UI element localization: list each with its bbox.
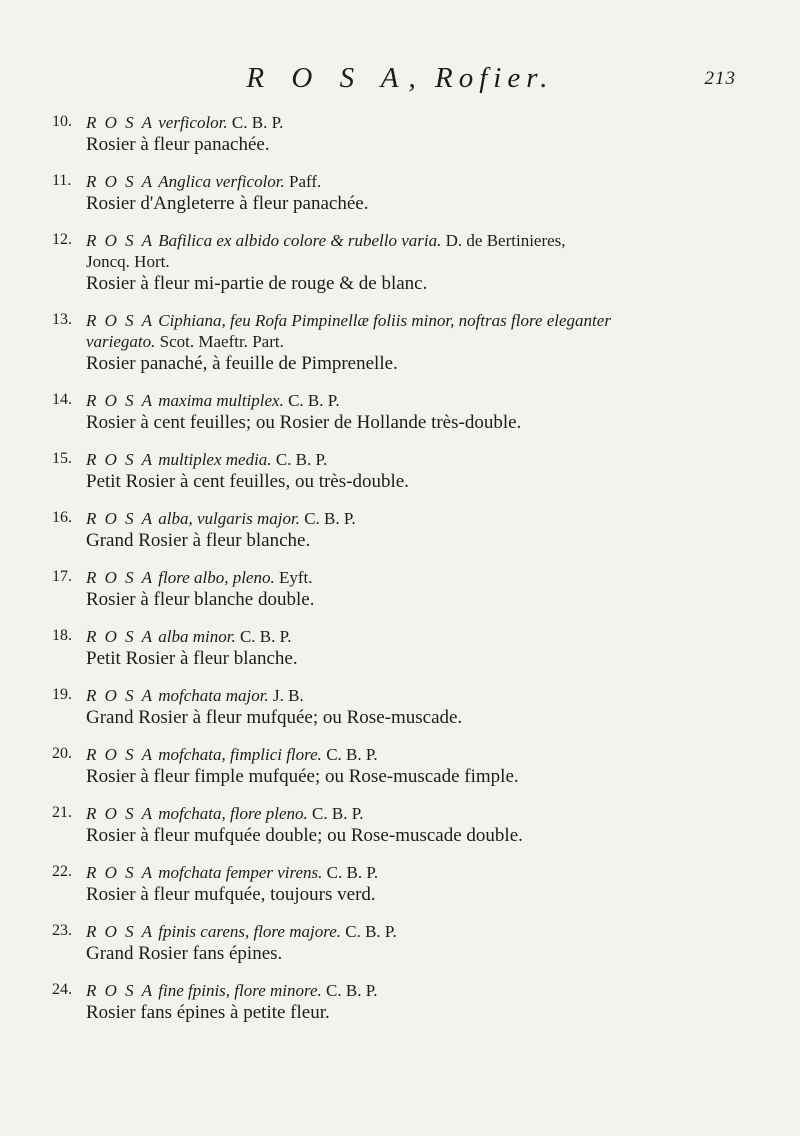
entry bbox=[52, 685, 764, 729]
latin-genus: R O S A bbox=[86, 172, 154, 191]
french-name: Rosier panaché, à feuille de Pimprenelle. bbox=[86, 353, 398, 374]
latin-name bbox=[86, 449, 764, 470]
latin-description: fpinis carens, flore majore. bbox=[158, 922, 341, 941]
entry-number: 17. bbox=[52, 568, 72, 585]
french-name: Rosier à fleur blanche double. bbox=[86, 589, 315, 610]
french-name: Rosier à fleur mufquée double; ou Rose-muscade double. bbox=[86, 825, 523, 846]
latin-description: verficolor. bbox=[158, 113, 228, 132]
latin-genus: R O S A bbox=[86, 686, 154, 705]
latin-name bbox=[86, 508, 764, 529]
latin-description: Ciphiana, feu Rofa Pimpinellæ foliis minor, noftras flore eleganter bbox=[158, 311, 611, 330]
entry bbox=[52, 310, 764, 375]
latin-description: Anglica verficolor. bbox=[158, 172, 285, 191]
latin-authority: Eyft. bbox=[278, 568, 313, 587]
entry-number: 15. bbox=[52, 450, 72, 467]
latin-name bbox=[86, 803, 764, 824]
latin-description: alba, vulgaris major. bbox=[158, 509, 300, 528]
latin-name bbox=[86, 567, 764, 588]
french-name: Grand Rosier à fleur blanche. bbox=[86, 530, 311, 551]
latin-description: multiplex media. bbox=[158, 450, 272, 469]
page-number: 213 bbox=[704, 68, 736, 89]
french-name: Petit Rosier à cent feuilles, ou très-double. bbox=[86, 471, 409, 492]
entry bbox=[52, 567, 764, 611]
entry bbox=[52, 803, 764, 847]
entry bbox=[52, 390, 764, 434]
latin-authority: Paff. bbox=[289, 172, 322, 191]
latin-authority: J. B. bbox=[273, 686, 304, 705]
latin-name bbox=[86, 230, 764, 272]
latin-description: mofchata, fimplici flore. bbox=[158, 745, 322, 764]
latin-name bbox=[86, 390, 764, 411]
entry-list bbox=[52, 112, 764, 1039]
latin-authority: C. B. P. bbox=[304, 509, 356, 528]
entry bbox=[52, 921, 764, 965]
latin-genus: R O S A bbox=[86, 627, 154, 646]
latin-description: alba minor. bbox=[158, 627, 236, 646]
latin-authority: C. B. P. bbox=[326, 981, 378, 1000]
latin-authority: D. de Bertinieres, bbox=[445, 231, 566, 250]
latin-name bbox=[86, 685, 764, 706]
entry bbox=[52, 744, 764, 788]
latin-authority: C. B. P. bbox=[345, 922, 397, 941]
running-head-separator: , bbox=[408, 62, 422, 94]
latin-authority: C. B. P. bbox=[288, 391, 340, 410]
french-name: Grand Rosier fans épines. bbox=[86, 943, 283, 964]
latin-description: fine fpinis, flore minore. bbox=[158, 981, 322, 1000]
latin-genus: R O S A bbox=[86, 568, 154, 587]
french-name: Rosier d'Angleterre à fleur panachée. bbox=[86, 193, 369, 214]
entry-number: 16. bbox=[52, 509, 72, 526]
latin-description: flore albo, pleno. bbox=[158, 568, 275, 587]
entry bbox=[52, 862, 764, 906]
latin-genus: R O S A bbox=[86, 311, 154, 330]
entry-number: 14. bbox=[52, 391, 72, 408]
entry-number: 23. bbox=[52, 922, 72, 939]
entry bbox=[52, 508, 764, 552]
latin-name bbox=[86, 112, 764, 133]
entry-number: 12. bbox=[52, 231, 72, 248]
french-name: Rosier à fleur fimple mufquée; ou Rose-muscade fimple. bbox=[86, 766, 519, 787]
latin-genus: R O S A bbox=[86, 509, 154, 528]
entry-number: 19. bbox=[52, 686, 72, 703]
entry bbox=[52, 449, 764, 493]
latin-authority-cont: Joncq. Hort. bbox=[86, 252, 170, 271]
latin-description: maxima multiplex. bbox=[158, 391, 284, 410]
entry-number: 13. bbox=[52, 311, 72, 328]
latin-authority: C. B. P. bbox=[275, 450, 328, 469]
latin-genus: R O S A bbox=[86, 922, 154, 941]
latin-description-cont: variegato. bbox=[86, 332, 156, 351]
latin-authority: C. B. P. bbox=[312, 804, 364, 823]
latin-name bbox=[86, 171, 764, 192]
entry bbox=[52, 112, 764, 156]
french-name: Petit Rosier à fleur blanche. bbox=[86, 648, 298, 669]
latin-description: mofchata, flore pleno. bbox=[158, 804, 308, 823]
latin-genus: R O S A bbox=[86, 450, 154, 469]
french-name: Grand Rosier à fleur mufquée; ou Rose-muscade. bbox=[86, 707, 463, 728]
entry bbox=[52, 230, 764, 295]
latin-name bbox=[86, 862, 764, 883]
latin-description: mofchata major. bbox=[158, 686, 269, 705]
latin-authority: Scot. Maeftr. Part. bbox=[159, 332, 284, 351]
latin-genus: R O S A bbox=[86, 804, 154, 823]
latin-name bbox=[86, 744, 764, 765]
latin-authority: C. B. P. bbox=[231, 113, 284, 132]
french-name: Rosier à fleur panachée. bbox=[86, 134, 270, 155]
latin-name bbox=[86, 921, 764, 942]
entry-number: 18. bbox=[52, 627, 72, 644]
latin-description: Bafilica ex albido colore & rubello varia. bbox=[158, 231, 442, 250]
entry bbox=[52, 171, 764, 215]
latin-genus: R O S A bbox=[86, 231, 154, 250]
latin-name bbox=[86, 980, 764, 1001]
entry-number: 11. bbox=[52, 172, 72, 189]
running-head-label: Rofier. bbox=[435, 62, 554, 94]
latin-genus: R O S A bbox=[86, 981, 154, 1000]
latin-authority: C. B. P. bbox=[326, 863, 379, 882]
entry-number: 21. bbox=[52, 804, 72, 821]
latin-authority: C. B. P. bbox=[239, 627, 292, 646]
entry-number: 20. bbox=[52, 745, 72, 762]
french-name: Rosier à fleur mi-partie de rouge & de blanc. bbox=[86, 273, 428, 294]
running-head bbox=[0, 62, 800, 95]
french-name: Rosier à cent feuilles; ou Rosier de Hollande très-double. bbox=[86, 412, 522, 433]
latin-genus: R O S A bbox=[86, 113, 154, 132]
entry bbox=[52, 626, 764, 670]
entry-number: 10. bbox=[52, 113, 72, 130]
latin-genus: R O S A bbox=[86, 863, 154, 882]
entry bbox=[52, 980, 764, 1024]
latin-description: mofchata femper virens. bbox=[158, 863, 323, 882]
latin-genus: R O S A bbox=[86, 391, 154, 410]
latin-name bbox=[86, 626, 764, 647]
entry-number: 22. bbox=[52, 863, 72, 880]
latin-authority: C. B. P. bbox=[326, 745, 378, 764]
latin-genus: R O S A bbox=[86, 745, 154, 764]
french-name: Rosier à fleur mufquée, toujours verd. bbox=[86, 884, 376, 905]
french-name: Rosier fans épines à petite fleur. bbox=[86, 1002, 330, 1023]
entry-number: 24. bbox=[52, 981, 72, 998]
latin-name bbox=[86, 310, 764, 352]
running-head-genus: R O S A bbox=[246, 62, 409, 94]
